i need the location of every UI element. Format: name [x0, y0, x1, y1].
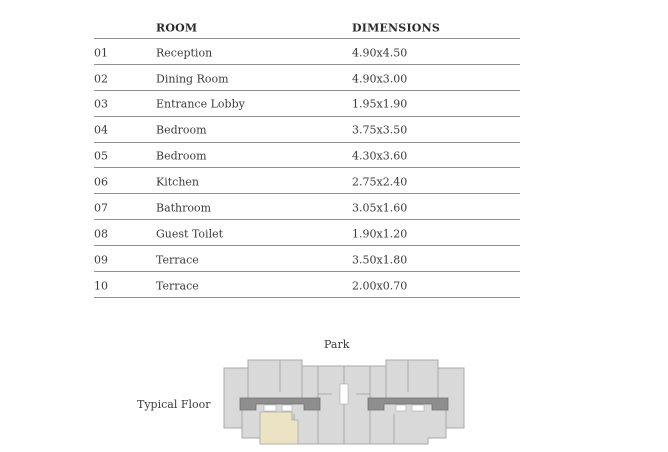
- row-number: 05: [94, 149, 108, 163]
- row-dimensions: 1.95x1.90: [352, 97, 408, 111]
- table-row: [94, 39, 520, 65]
- row-room: Reception: [156, 46, 213, 60]
- row-number: 10: [94, 279, 108, 293]
- room-dimensions-table: [94, 18, 520, 298]
- table-row: [94, 117, 520, 143]
- park-label: Park: [324, 338, 350, 351]
- header-dimensions: DIMENSIONS: [352, 21, 440, 35]
- floor-plan-section: [0, 330, 668, 452]
- table-row: [94, 246, 520, 272]
- row-dimensions: 4.90x3.00: [352, 72, 408, 86]
- row-dimensions: 4.90x4.50: [352, 46, 408, 60]
- row-dimensions: 3.05x1.60: [352, 201, 408, 215]
- table-row: [94, 220, 520, 246]
- table-row: [94, 91, 520, 117]
- row-number: 08: [94, 227, 108, 241]
- table-row: [94, 65, 520, 91]
- highlighted-unit: [260, 412, 298, 444]
- row-number: 07: [94, 201, 108, 215]
- row-room: Bathroom: [156, 201, 212, 215]
- row-room: Terrace: [156, 279, 199, 293]
- row-number: 03: [94, 97, 108, 111]
- row-room: Bedroom: [156, 149, 207, 163]
- table-row: [94, 272, 520, 298]
- row-number: 06: [94, 175, 108, 189]
- row-dimensions: 4.30x3.60: [352, 149, 408, 163]
- row-dimensions: 1.90x1.20: [352, 227, 408, 241]
- row-room: Bedroom: [156, 123, 207, 137]
- row-room: Kitchen: [156, 175, 199, 189]
- row-number: 04: [94, 123, 108, 137]
- row-room: Entrance Lobby: [156, 97, 245, 111]
- row-number: 09: [94, 253, 108, 267]
- row-number: 02: [94, 72, 108, 86]
- table-row: [94, 194, 520, 220]
- row-dimensions: 3.50x1.80: [352, 253, 408, 267]
- typical-floor-plan: [220, 354, 470, 450]
- row-dimensions: 2.00x0.70: [352, 279, 408, 293]
- row-room: Terrace: [156, 253, 199, 267]
- header-room: ROOM: [156, 21, 198, 35]
- table-row: [94, 143, 520, 169]
- table-header: [94, 18, 520, 39]
- row-dimensions: 3.75x3.50: [352, 123, 408, 137]
- typical-floor-label: Typical Floor: [137, 398, 211, 411]
- row-room: Dining Room: [156, 72, 229, 86]
- row-room: Guest Toilet: [156, 227, 224, 241]
- table-row: [94, 168, 520, 194]
- row-number: 01: [94, 46, 108, 60]
- row-dimensions: 2.75x2.40: [352, 175, 408, 189]
